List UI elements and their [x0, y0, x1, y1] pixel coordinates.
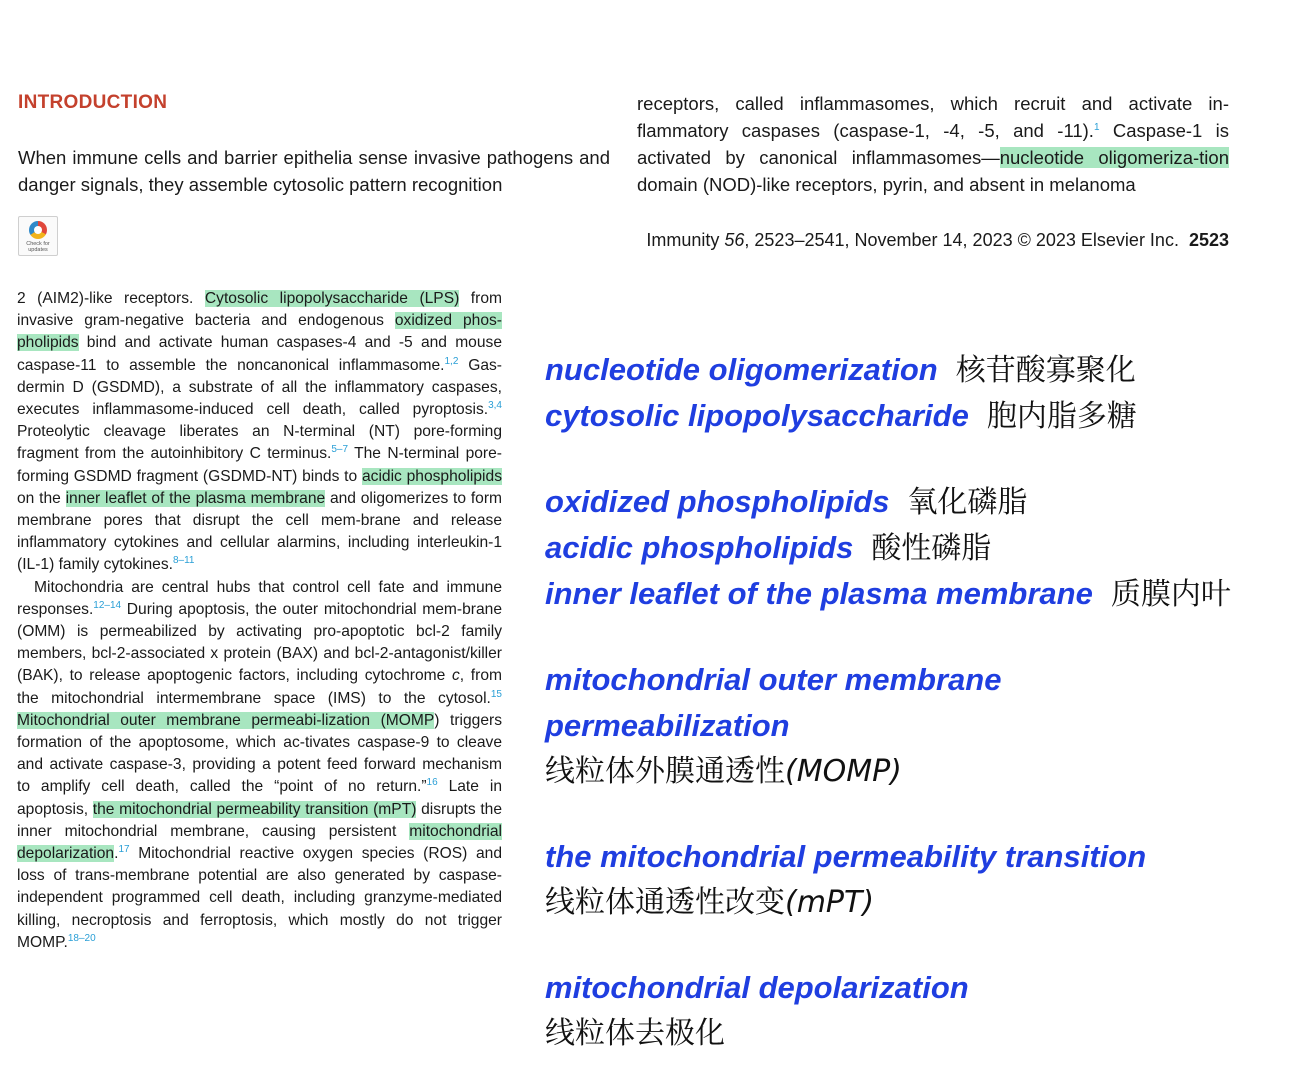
crossmark-icon — [29, 221, 47, 239]
glossary-entry-line — [545, 706, 1290, 752]
text-run: receptors, called inflammasomes, which recruit and activate in-flammatory caspases (caspase-1, -4, -5, and -11). — [637, 93, 1229, 141]
badge-label: Check for updates — [26, 241, 50, 253]
citation-link[interactable]: 8–11 — [172, 555, 195, 567]
term-en: the mitochondrial permeability transition — [545, 839, 1147, 874]
text-run: Caspase-1 is activated by canonical inflammasomes— — [637, 120, 1229, 168]
journal-volume: 56 — [724, 230, 745, 250]
citation-link[interactable]: 5–7 — [331, 444, 349, 456]
term-zh: 胞内脂多糖 — [986, 399, 1137, 434]
text-run: Mitochondrial reactive oxygen species (ROS) and loss of trans-membrane potential are also generated by caspase-independent programmed cell death, including granzyme-mediated killing, necroptosis and ferroptosis, which mostly do not trigger MOMP. — [17, 845, 502, 951]
citation-link[interactable]: 1 — [1093, 121, 1100, 133]
term-zh: 核苷酸寡聚化 — [955, 353, 1136, 388]
page-number: 2523 — [1188, 230, 1229, 250]
text-run: from invasive gram-negative bacteria and endogenous — [17, 290, 502, 330]
citation-link[interactable]: 17 — [118, 843, 130, 855]
citation-link[interactable]: 18–20 — [67, 932, 96, 944]
term-en: oxidized phospholipids — [545, 484, 890, 519]
text-run: Gas-dermin D (GSDMD), a substrate of all the inflammatory caspases, executes inflammasome-induced cell death, called pyroptosis. — [17, 356, 502, 419]
text-run: ) triggers formation of the apoptosome, which ac-tivates caspase-9 to cleave and activate caspase-3, providing a potent feed forward mechanism to amplify cell death, called the “point of no return.” — [17, 711, 502, 796]
text-run: . — [114, 845, 119, 863]
journal-details: , 2523–2541, November 14, 2023 © 2023 Elsevier Inc. — [744, 230, 1179, 250]
citation-link[interactable]: 3,4 — [488, 399, 502, 411]
highlighted-term: nucleotide oligomeriza-tion — [999, 147, 1229, 168]
term-en: cytosolic lipopolysaccharide — [545, 398, 969, 433]
glossary-entry — [545, 528, 1290, 574]
glossary-entry-line — [545, 1014, 1290, 1059]
term-en: mitochondrial outer membrane — [545, 662, 1002, 697]
journal-citation-line — [586, 230, 1229, 251]
text-run: , from the mitochondrial intermembrane space (IMS) to the cytosol. — [17, 667, 502, 707]
highlighted-term: inner leaflet of the plasma membrane — [65, 489, 326, 507]
intro-paragraph-continued — [637, 90, 1229, 198]
text-run: and oligomerizes to form membrane pores that disrupt the cell mem-brane and release inflammatory cytokines and cellular alarmins, including interleukin-1 (IL-1) family cytokines. — [17, 489, 503, 574]
text-run: Proteolytic cleavage liberates an N-terminal (NT) pore-forming fragment from the autoinhibitory C terminus. — [17, 423, 502, 463]
glossary-entry-line — [545, 968, 1290, 1014]
journal-name: Immunity — [646, 230, 725, 250]
term-zh: 酸性磷脂 — [871, 531, 992, 566]
text-run: During apoptosis, the outer mitochondrial mem-brane (OMM) is permeabilized by activating pro-apoptotic bcl-2 family members, bcl-2-associated x protein (BAX) and bcl-2-antagonist/killer (BAK), to release apoptogenic factors, including cytochrome — [17, 600, 502, 685]
glossary-entry-line — [545, 752, 1290, 797]
term-zh: 质膜内叶 — [1110, 577, 1231, 612]
glossary-panel — [545, 350, 1290, 1059]
glossary-entry — [545, 574, 1290, 620]
term-en: nucleotide oligomerization — [545, 352, 938, 387]
highlighted-term: mitochondrial depolarization — [17, 822, 502, 863]
glossary-entry-line — [545, 837, 1290, 883]
highlighted-term: oxidized phos-pholipids — [17, 312, 502, 352]
term-zh: 氧化磷脂 — [907, 485, 1028, 520]
glossary-entry-line — [545, 660, 1290, 706]
highlighted-term: Mitochondrial outer membrane permeabi-lization (MOMP — [17, 711, 435, 729]
check-for-updates-badge[interactable] — [18, 216, 58, 256]
citation-link[interactable]: 12–14 — [93, 599, 122, 611]
glossary-entry — [545, 350, 1290, 396]
text-run: The N-terminal pore-forming GSDMD fragment (GSDMD-NT) binds to — [17, 445, 502, 485]
text-run: disrupts the inner mitochondrial membrane, causing persistent — [17, 800, 503, 840]
section-heading: INTRODUCTION — [18, 92, 168, 113]
term-en: mitochondrial depolarization — [545, 970, 969, 1005]
term-zh: 线粒体通透性改变 — [545, 885, 785, 920]
citation-link[interactable]: 1,2 — [444, 355, 459, 367]
body-column — [17, 288, 502, 954]
text-run: bind and activate human caspases-4 and -5 and mouse caspase-11 to assemble the noncanonical inflammasome. — [17, 334, 502, 374]
term-en: inner leaflet of the plasma membrane — [545, 576, 1093, 611]
text-run: on the — [17, 489, 66, 507]
glossary-entry — [545, 396, 1290, 442]
term-abbreviation: (mPT) — [785, 885, 875, 920]
text-run: 2 (AIM2)-like receptors. — [17, 290, 205, 307]
term-zh: 线粒体外膜通透性 — [545, 754, 785, 789]
text-run: Late in apoptosis, — [17, 778, 502, 818]
glossary-entry — [545, 482, 1290, 528]
citation-link[interactable]: 15 — [490, 688, 502, 700]
highlighted-term: the mitochondrial permeability transition (mPT) — [92, 800, 417, 818]
paragraph-pyroptosis — [17, 288, 502, 577]
text-run: Mitochondria are central hubs that control cell fate and immune responses. — [17, 578, 502, 618]
intro-paragraph-start: When immune cells and barrier epithelia sense invasive pathogens and danger signals, they assemble cytosolic pattern recognition — [18, 147, 610, 195]
term-zh: 线粒体去极化 — [545, 1016, 725, 1051]
term-en: acidic phospholipids — [545, 530, 854, 565]
text-run: domain (NOD)-like receptors, pyrin, and absent in melanoma — [637, 174, 1136, 195]
highlighted-term: acidic phospholipids — [361, 467, 502, 485]
citation-link[interactable]: 16 — [426, 777, 438, 789]
highlighted-term: Cytosolic lipopolysaccharide (LPS) — [204, 290, 460, 307]
glossary-entry-line — [545, 883, 1290, 928]
term-abbreviation: (MOMP) — [785, 754, 902, 789]
paragraph-mitochondria — [17, 577, 502, 954]
term-en: permeabilization — [545, 708, 790, 743]
italic-text: c — [452, 667, 460, 685]
